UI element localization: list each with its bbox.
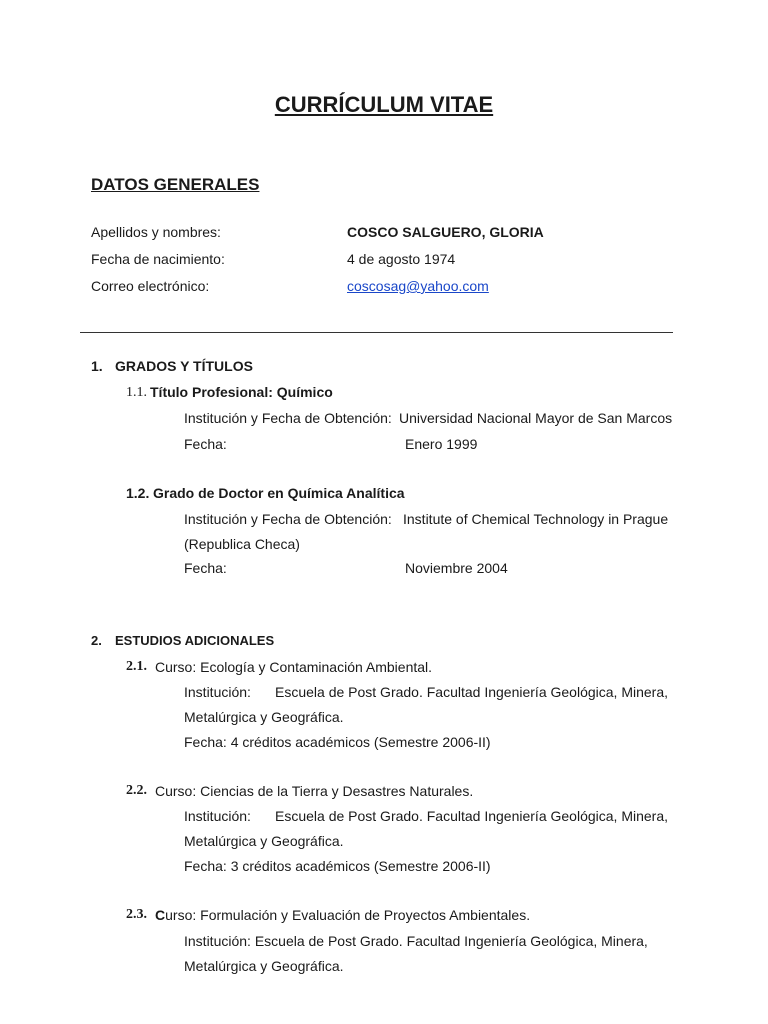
item-1-2-fecha-label: Fecha: [184,560,227,576]
item-2-2-number: 2.2. [126,783,147,798]
item-2-3-inst-continued: Metalúrgica y Geográfica. [184,958,344,974]
item-2-3-curso [155,907,530,923]
section-divider [80,332,673,333]
item-1-1-number: 1.1. [126,385,147,400]
document-title: CURRÍCULUM VITAE [274,92,494,117]
item-2-2-inst-label: Institución: [184,808,251,824]
item-2-3-inst-line: Institución: Escuela de Post Grado. Facultad Ingeniería Geológica, Minera, [184,933,648,949]
field-label-correo: Correo electrónico: [91,278,210,294]
item-2-1-number: 2.1. [126,659,147,674]
field-value-nombres: COSCO SALGUERO, GLORIA [347,224,544,240]
item-1-2-number: 1.2. [126,485,150,501]
field-label-nacimiento: Fecha de nacimiento: [91,251,225,267]
section-1-heading: GRADOS Y TÍTULOS [115,358,253,374]
item-1-1-fecha-label: Fecha: [184,436,227,452]
item-2-2-curso: Curso: Ciencias de la Tierra y Desastres Naturales. [155,783,474,799]
item-2-1-inst-value: Escuela de Post Grado. Facultad Ingeniería Geológica, Minera, [275,684,668,700]
item-1-1-inst-value: Universidad Nacional Mayor de San Marcos [399,410,673,426]
section-2-number: 2. [91,633,102,648]
item-2-1-inst-continued: Metalúrgica y Geográfica. [184,709,344,725]
item-2-1-fecha: Fecha: 4 créditos académicos (Semestre 2006-II) [184,734,491,750]
item-2-3-curso-text: urso: Formulación y Evaluación de Proyectos Ambientales. [165,907,531,923]
item-2-3-curso-initial: C [155,907,166,923]
item-1-1-title: Título Profesional: Químico [150,384,333,400]
item-1-1-inst-label: Institución y Fecha de Obtención: [184,410,392,426]
item-2-2-fecha: Fecha: 3 créditos académicos (Semestre 2006-II) [184,858,491,874]
item-1-2-fecha-value: Noviembre 2004 [405,560,508,576]
item-2-2-inst-continued: Metalúrgica y Geográfica. [184,833,344,849]
item-2-2-inst-value: Escuela de Post Grado. Facultad Ingeniería Geológica, Minera, [275,808,668,824]
email-link[interactable]: coscosag@yahoo.com [347,278,489,294]
item-1-2-inst-continued: (Republica Checa) [184,536,300,552]
item-1-2-inst-value: Institute of Chemical Technology in Prague [403,511,669,527]
section-2-heading: ESTUDIOS ADICIONALES [115,633,275,648]
item-2-1-inst-label: Institución: [184,684,251,700]
section-1-number: 1. [91,358,103,374]
field-label-nombres: Apellidos y nombres: [91,224,221,240]
item-1-2-inst-label: Institución y Fecha de Obtención: [184,511,392,527]
field-value-nacimiento: 4 de agosto 1974 [347,251,456,267]
item-1-2-title: Grado de Doctor en Química Analítica [153,485,405,501]
item-1-1-fecha-value: Enero 1999 [405,436,478,452]
item-2-3-number: 2.3. [126,907,147,922]
datos-generales-heading: DATOS GENERALES [91,175,260,194]
item-2-1-curso: Curso: Ecología y Contaminación Ambiental. [155,659,433,675]
